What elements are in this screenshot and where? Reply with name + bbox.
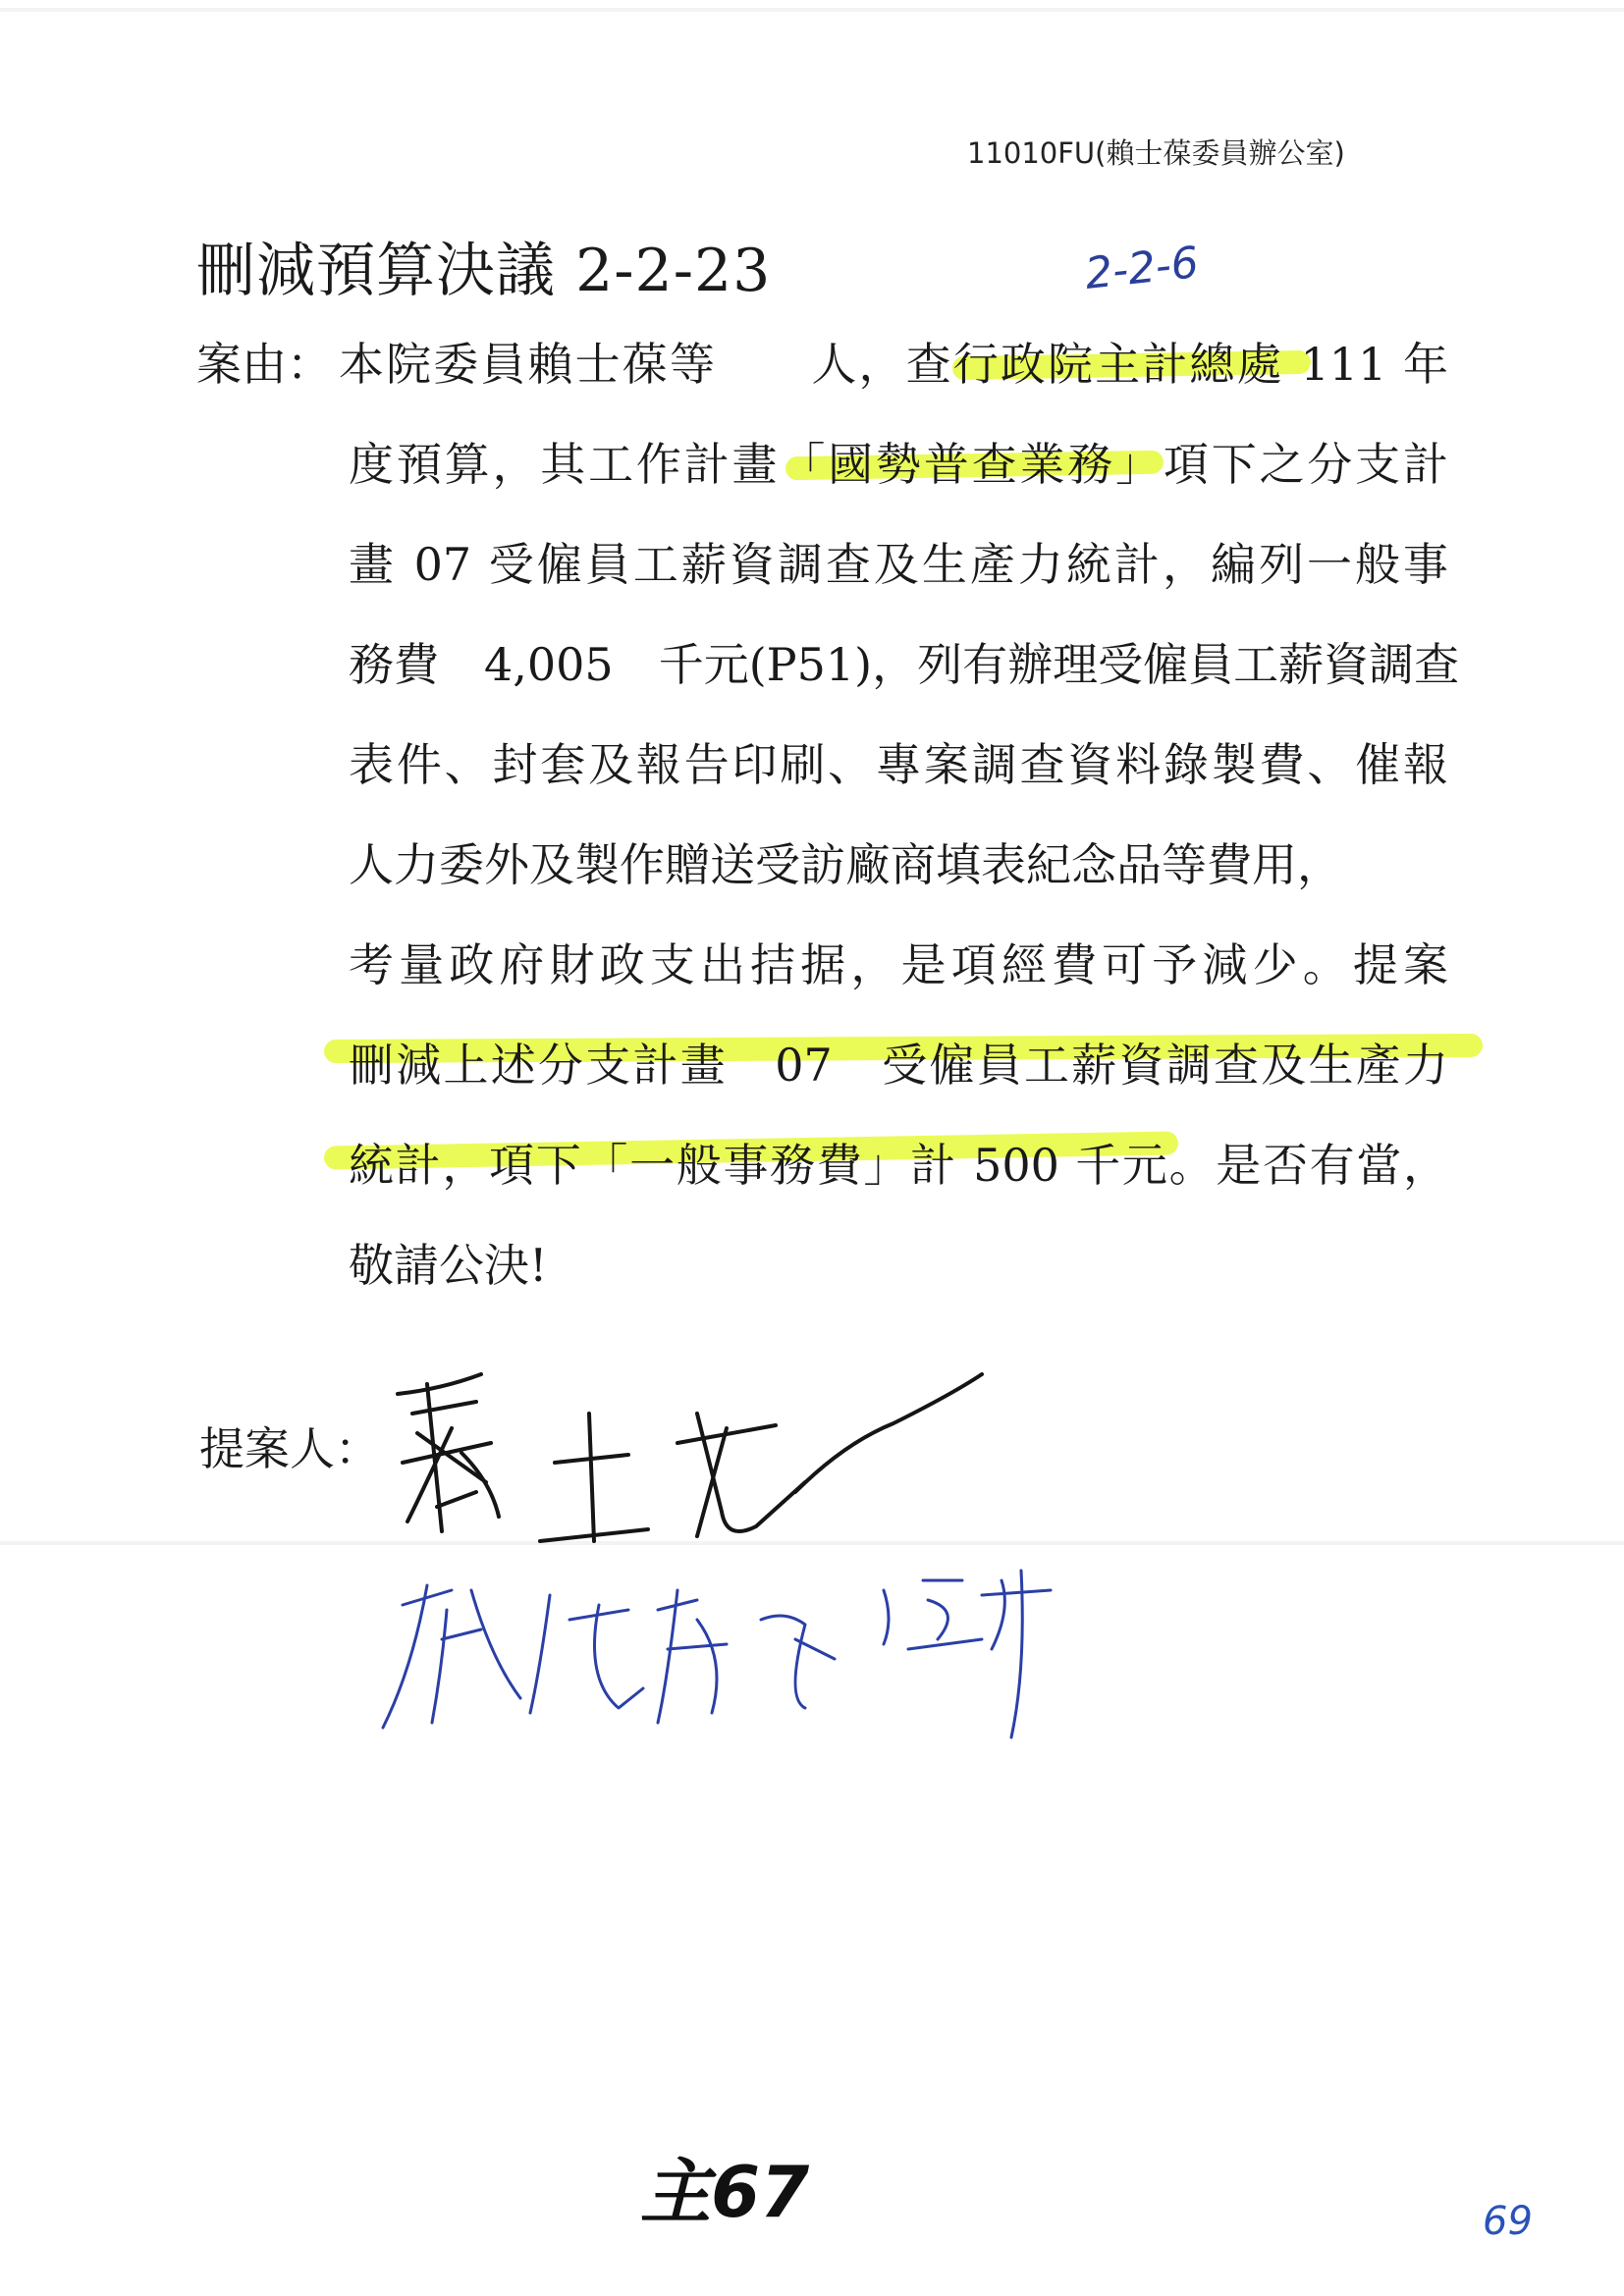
office-reference: 11010FU(賴士葆委員辦公室) <box>967 136 1345 170</box>
reason-line: 本院委員賴士葆等 人，查行政院主計總處 111 年 <box>339 338 1448 391</box>
signature-image <box>383 1335 1011 1571</box>
document-title: 刪減預算決議 2-2-23 <box>196 237 772 305</box>
handwritten-reference: 2-2-6 <box>1082 238 1202 299</box>
proposer-label: 提案人： <box>199 1422 380 1475</box>
reason-line: 刪減上述分支計畫 07 受僱員工薪資調查及生產力 <box>349 1039 1448 1092</box>
reason-line: 表件、封套及報告印刷、專案調查資料錄製費、催報 <box>349 738 1448 791</box>
reason-line: 統計，項下「一般事務費」計 500 千元。是否有當， <box>349 1139 1448 1192</box>
signature-image <box>373 1551 1080 1787</box>
handwritten-mark: 主67 <box>640 2151 810 2233</box>
reason-line: 敬請公決! <box>349 1239 548 1292</box>
reason-line: 人力委外及製作贈送受訪廠商填表紀念品等費用， <box>349 838 1342 891</box>
reason-label: 案由： <box>196 338 332 391</box>
reason-line: 度預算，其工作計畫「國勢普查業務」項下之分支計 <box>349 438 1448 491</box>
reason-line: 考量政府財政支出拮据，是項經費可予減少。提案 <box>349 938 1448 991</box>
handwritten-page-number: 69 <box>1483 2199 1533 2244</box>
reason-line: 畫 07 受僱員工薪資調查及生產力統計，編列一般事 <box>349 538 1448 591</box>
scan-edge <box>0 8 1624 12</box>
reason-line: 務費 4,005 千元(P51)，列有辦理受僱員工薪資調查 <box>349 638 1460 691</box>
